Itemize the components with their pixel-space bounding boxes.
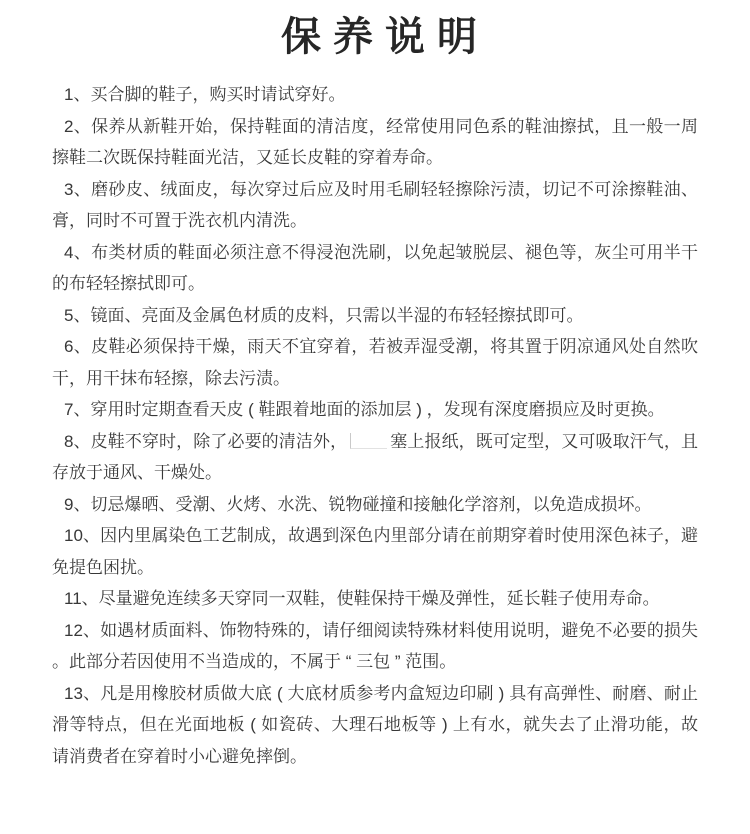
care-item-13: [52, 678, 698, 773]
care-item-line: 5、镜面、亮面及金属色材质的皮料，只需以半湿的布轻轻擦拭即可。: [64, 305, 584, 325]
care-item-line: 存放于通风、干燥处。: [52, 463, 222, 482]
care-item-line: 1、买合脚的鞋子，购买时请试穿好。: [64, 85, 346, 104]
care-item-text-before-gap: 8、皮鞋不穿时，除了必要的清洁外，: [64, 431, 348, 451]
care-item-line: 11、尽量避免连续多天穿同一双鞋，使鞋保持干燥及弹性，延长鞋子使用寿命。: [64, 589, 660, 608]
care-item-1: [52, 79, 698, 111]
care-item-line: 2、保养从新鞋开始，保持鞋面的清洁度，经常使用同色系的鞋油擦拭，且一般一周: [64, 116, 698, 136]
care-item-11: [52, 583, 698, 615]
care-item-3: [52, 174, 698, 237]
care-item-6: [52, 331, 698, 394]
care-item-line: 7、穿用时定期查看天皮 ( 鞋跟着地面的添加层 ) ，发现有深度磨损应及时更换。: [64, 400, 665, 419]
care-item-line: 请消费者在穿着时小心避免摔倒。: [52, 746, 307, 766]
care-item-line: 4、布类材质的鞋面必须注意不得浸泡洗刷，以免起皱脱层、褪色等，灰尘可用半干: [64, 242, 698, 262]
care-item-line: [52, 426, 698, 458]
faded-erased-text: [350, 433, 387, 449]
care-item-line: 3、磨砂皮、绒面皮，每次穿过后应及时用毛刷轻轻擦除污渍，切记不可涂擦鞋油、: [64, 179, 698, 199]
care-item-12: [52, 615, 698, 678]
care-item-text-after-gap: 塞上报纸，既可定型，又可吸取汗气，且: [390, 431, 698, 451]
care-item-line: 。此部分若因使用不当造成的，不属于 “ 三包 ” 范围。: [52, 652, 457, 671]
care-item-line: 9、切忌爆晒、受潮、火烤、水洗、锐物碰撞和接触化学溶剂，以免造成损坏。: [64, 494, 652, 514]
care-item-5: [52, 300, 698, 332]
page-title: 保养说明: [281, 15, 489, 59]
care-item-2: [52, 111, 698, 174]
care-item-line: 的布轻轻擦拭即可。: [52, 274, 205, 293]
care-item-line: 12、如遇材质面料、饰物特殊的，请仔细阅读特殊材料使用说明，避免不必要的损失: [64, 620, 698, 640]
care-instructions-list: [52, 79, 698, 772]
care-item-line: 13、凡是用橡胶材质做大底 ( 大底材质参考内盒短边印刷 ) 具有高弹性、耐磨、耐止: [64, 683, 698, 703]
care-item-line: 10、因内里属染色工艺制成，故遇到深色内里部分请在前期穿着时使用深色袜子，避: [64, 526, 698, 545]
care-item-line: 擦鞋二次既保持鞋面光洁，又延长皮鞋的穿着寿命。: [52, 148, 443, 167]
care-item-line: 6、皮鞋必须保持干燥，雨天不宜穿着，若被弄湿受潮，将其置于阴凉通风处自然吹: [64, 337, 698, 356]
care-item-8: [52, 426, 698, 489]
care-item-line: 干，用干抹布轻擦，除去污渍。: [52, 368, 290, 388]
care-item-line: 滑等特点，但在光面地板 ( 如瓷砖、大理石地板等 ) 上有水，就失去了止滑功能，故: [52, 715, 698, 734]
care-item-line: 膏，同时不可置于洗衣机内清洗。: [52, 211, 307, 230]
care-item-9: [52, 489, 698, 521]
care-item-10: [52, 520, 698, 583]
care-item-line: 免提色困扰。: [52, 557, 154, 577]
care-item-7: [52, 394, 698, 426]
care-item-4: [52, 237, 698, 300]
